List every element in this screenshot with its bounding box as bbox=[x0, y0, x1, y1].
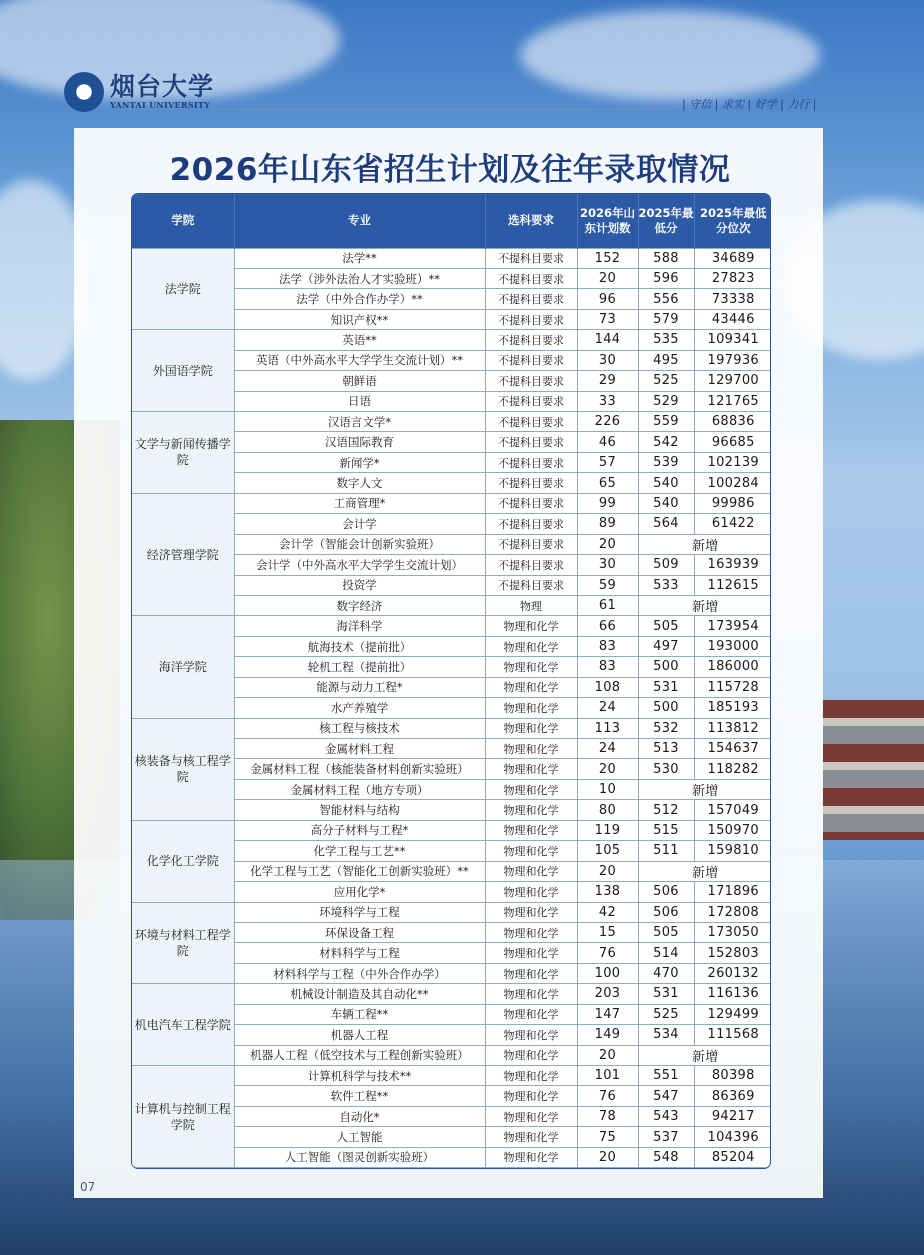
min-rank-cell: 27823 bbox=[694, 268, 771, 288]
header-major: 专业 bbox=[234, 194, 485, 248]
major-cell: 金属材料工程（地方专项） bbox=[234, 779, 485, 799]
plan-count-cell: 138 bbox=[577, 882, 638, 902]
min-score-cell: 506 bbox=[638, 902, 694, 922]
min-rank-cell: 173050 bbox=[694, 922, 771, 942]
min-score-cell: 551 bbox=[638, 1066, 694, 1086]
min-rank-cell: 109341 bbox=[694, 330, 771, 350]
min-score-cell: 497 bbox=[638, 636, 694, 656]
major-cell: 计算机科学与技术** bbox=[234, 1066, 485, 1086]
plan-count-cell: 20 bbox=[577, 534, 638, 554]
requirement-cell: 物理和化学 bbox=[485, 1045, 577, 1065]
plan-count-cell: 10 bbox=[577, 779, 638, 799]
major-cell: 环保设备工程 bbox=[234, 922, 485, 942]
university-logo bbox=[64, 72, 214, 112]
major-cell: 新闻学* bbox=[234, 452, 485, 472]
plan-count-cell: 83 bbox=[577, 657, 638, 677]
college-cell: 经济管理学院 bbox=[132, 493, 234, 616]
plan-count-cell: 89 bbox=[577, 514, 638, 534]
min-rank-cell: 86369 bbox=[694, 1086, 771, 1106]
requirement-cell: 物理和化学 bbox=[485, 882, 577, 902]
new-major-cell: 新增 bbox=[638, 861, 771, 881]
min-score-cell: 535 bbox=[638, 330, 694, 350]
min-rank-cell: 118282 bbox=[694, 759, 771, 779]
min-score-cell: 531 bbox=[638, 677, 694, 697]
min-score-cell: 556 bbox=[638, 289, 694, 309]
plan-count-cell: 46 bbox=[577, 432, 638, 452]
requirement-cell: 物理和化学 bbox=[485, 1004, 577, 1024]
min-score-cell: 505 bbox=[638, 922, 694, 942]
plan-count-cell: 33 bbox=[577, 391, 638, 411]
min-rank-cell: 99986 bbox=[694, 493, 771, 513]
header-divider bbox=[212, 109, 678, 110]
requirement-cell: 不提科目要求 bbox=[485, 309, 577, 329]
plan-count-cell: 57 bbox=[577, 452, 638, 472]
page-title: 2026年山东省招生计划及往年录取情况 bbox=[169, 152, 731, 188]
table-body bbox=[132, 248, 771, 1168]
min-rank-cell: 94217 bbox=[694, 1106, 771, 1126]
requirement-cell: 物理和化学 bbox=[485, 718, 577, 738]
major-cell: 数字经济 bbox=[234, 595, 485, 615]
header-min-score-2025: 2025年最低分 bbox=[638, 194, 694, 248]
min-rank-cell: 34689 bbox=[694, 248, 771, 268]
major-cell: 机械设计制造及其自动化** bbox=[234, 984, 485, 1004]
plan-count-cell: 203 bbox=[577, 984, 638, 1004]
min-score-cell: 525 bbox=[638, 1004, 694, 1024]
major-cell: 英语（中外高水平大学学生交流计划）** bbox=[234, 350, 485, 370]
min-rank-cell: 113812 bbox=[694, 718, 771, 738]
requirement-cell: 不提科目要求 bbox=[485, 350, 577, 370]
min-score-cell: 531 bbox=[638, 984, 694, 1004]
major-cell: 材料科学与工程 bbox=[234, 943, 485, 963]
min-score-cell: 511 bbox=[638, 841, 694, 861]
min-score-cell: 540 bbox=[638, 473, 694, 493]
college-cell: 外国语学院 bbox=[132, 330, 234, 412]
plan-count-cell: 20 bbox=[577, 1045, 638, 1065]
plan-count-cell: 144 bbox=[577, 330, 638, 350]
min-rank-cell: 96685 bbox=[694, 432, 771, 452]
major-cell: 人工智能（图灵创新实验班） bbox=[234, 1147, 485, 1167]
requirement-cell: 不提科目要求 bbox=[485, 473, 577, 493]
major-cell: 智能材料与结构 bbox=[234, 800, 485, 820]
plan-count-cell: 24 bbox=[577, 739, 638, 759]
plan-count-cell: 20 bbox=[577, 861, 638, 881]
header-min-rank-2025: 2025年最低分位次 bbox=[694, 194, 771, 248]
min-rank-cell: 159810 bbox=[694, 841, 771, 861]
table-row bbox=[132, 984, 771, 1004]
min-rank-cell: 172808 bbox=[694, 902, 771, 922]
major-cell: 会计学 bbox=[234, 514, 485, 534]
min-score-cell: 514 bbox=[638, 943, 694, 963]
min-rank-cell: 260132 bbox=[694, 963, 771, 983]
major-cell: 朝鲜语 bbox=[234, 371, 485, 391]
min-score-cell: 530 bbox=[638, 759, 694, 779]
requirement-cell: 物理和化学 bbox=[485, 636, 577, 656]
min-rank-cell: 111568 bbox=[694, 1025, 771, 1045]
major-cell: 会计学（中外高水平大学学生交流计划） bbox=[234, 555, 485, 575]
min-rank-cell: 43446 bbox=[694, 309, 771, 329]
plan-count-cell: 100 bbox=[577, 963, 638, 983]
requirement-cell: 物理和化学 bbox=[485, 1066, 577, 1086]
min-rank-cell: 171896 bbox=[694, 882, 771, 902]
plan-count-cell: 147 bbox=[577, 1004, 638, 1024]
plan-count-cell: 101 bbox=[577, 1066, 638, 1086]
min-score-cell: 548 bbox=[638, 1147, 694, 1167]
table-row bbox=[132, 493, 771, 513]
college-cell: 法学院 bbox=[132, 248, 234, 330]
min-score-cell: 542 bbox=[638, 432, 694, 452]
min-rank-cell: 68836 bbox=[694, 412, 771, 432]
major-cell: 高分子材料与工程* bbox=[234, 820, 485, 840]
requirement-cell: 物理和化学 bbox=[485, 1147, 577, 1167]
major-cell: 知识产权** bbox=[234, 309, 485, 329]
min-score-cell: 539 bbox=[638, 452, 694, 472]
plan-count-cell: 99 bbox=[577, 493, 638, 513]
plan-count-cell: 30 bbox=[577, 555, 638, 575]
major-cell: 金属材料工程 bbox=[234, 739, 485, 759]
min-rank-cell: 112615 bbox=[694, 575, 771, 595]
table-header-row bbox=[132, 194, 771, 248]
header-college: 学院 bbox=[132, 194, 234, 248]
min-rank-cell: 80398 bbox=[694, 1066, 771, 1086]
requirement-cell: 不提科目要求 bbox=[485, 391, 577, 411]
min-score-cell: 500 bbox=[638, 657, 694, 677]
requirement-cell: 物理和化学 bbox=[485, 861, 577, 881]
college-cell: 海洋学院 bbox=[132, 616, 234, 718]
min-score-cell: 529 bbox=[638, 391, 694, 411]
requirement-cell: 物理和化学 bbox=[485, 739, 577, 759]
requirement-cell: 不提科目要求 bbox=[485, 371, 577, 391]
requirement-cell: 物理和化学 bbox=[485, 759, 577, 779]
major-cell: 法学（中外合作办学）** bbox=[234, 289, 485, 309]
min-score-cell: 564 bbox=[638, 514, 694, 534]
requirement-cell: 物理和化学 bbox=[485, 616, 577, 636]
cloud bbox=[520, 10, 820, 100]
table-row bbox=[132, 412, 771, 432]
min-rank-cell: 73338 bbox=[694, 289, 771, 309]
plan-count-cell: 15 bbox=[577, 922, 638, 942]
major-cell: 核工程与核技术 bbox=[234, 718, 485, 738]
min-rank-cell: 150970 bbox=[694, 820, 771, 840]
requirement-cell: 物理和化学 bbox=[485, 984, 577, 1004]
college-cell: 核装备与核工程学院 bbox=[132, 718, 234, 820]
requirement-cell: 物理和化学 bbox=[485, 1086, 577, 1106]
min-score-cell: 540 bbox=[638, 493, 694, 513]
college-cell: 计算机与控制工程学院 bbox=[132, 1066, 234, 1168]
requirement-cell: 物理和化学 bbox=[485, 1025, 577, 1045]
min-score-cell: 533 bbox=[638, 575, 694, 595]
major-cell: 机器人工程（低空技术与工程创新实验班） bbox=[234, 1045, 485, 1065]
requirement-cell: 物理和化学 bbox=[485, 800, 577, 820]
requirement-cell: 不提科目要求 bbox=[485, 514, 577, 534]
major-cell: 数字人文 bbox=[234, 473, 485, 493]
min-score-cell: 470 bbox=[638, 963, 694, 983]
min-rank-cell: 85204 bbox=[694, 1147, 771, 1167]
new-major-cell: 新增 bbox=[638, 534, 771, 554]
plan-count-cell: 149 bbox=[577, 1025, 638, 1045]
requirement-cell: 不提科目要求 bbox=[485, 534, 577, 554]
major-cell: 投资学 bbox=[234, 575, 485, 595]
min-score-cell: 505 bbox=[638, 616, 694, 636]
plan-count-cell: 113 bbox=[577, 718, 638, 738]
min-score-cell: 596 bbox=[638, 268, 694, 288]
min-score-cell: 537 bbox=[638, 1127, 694, 1147]
major-cell: 汉语国际教育 bbox=[234, 432, 485, 452]
plan-count-cell: 24 bbox=[577, 698, 638, 718]
min-rank-cell: 185193 bbox=[694, 698, 771, 718]
plan-count-cell: 20 bbox=[577, 1147, 638, 1167]
min-rank-cell: 157049 bbox=[694, 800, 771, 820]
major-cell: 应用化学* bbox=[234, 882, 485, 902]
major-cell: 环境科学与工程 bbox=[234, 902, 485, 922]
min-rank-cell: 163939 bbox=[694, 555, 771, 575]
table-row bbox=[132, 616, 771, 636]
major-cell: 化学工程与工艺（智能化工创新实验班）** bbox=[234, 861, 485, 881]
min-rank-cell: 129499 bbox=[694, 1004, 771, 1024]
plan-count-cell: 76 bbox=[577, 943, 638, 963]
min-rank-cell: 102139 bbox=[694, 452, 771, 472]
min-rank-cell: 152803 bbox=[694, 943, 771, 963]
requirement-cell: 物理和化学 bbox=[485, 963, 577, 983]
plan-count-cell: 80 bbox=[577, 800, 638, 820]
major-cell: 软件工程** bbox=[234, 1086, 485, 1106]
requirement-cell: 物理和化学 bbox=[485, 677, 577, 697]
min-rank-cell: 154637 bbox=[694, 739, 771, 759]
table-row bbox=[132, 820, 771, 840]
major-cell: 自动化* bbox=[234, 1106, 485, 1126]
min-score-cell: 547 bbox=[638, 1086, 694, 1106]
min-score-cell: 512 bbox=[638, 800, 694, 820]
admission-table bbox=[132, 194, 771, 1168]
college-cell: 机电汽车工程学院 bbox=[132, 984, 234, 1066]
major-cell: 水产养殖学 bbox=[234, 698, 485, 718]
min-score-cell: 543 bbox=[638, 1106, 694, 1126]
requirement-cell: 不提科目要求 bbox=[485, 268, 577, 288]
min-score-cell: 534 bbox=[638, 1025, 694, 1045]
min-score-cell: 506 bbox=[638, 882, 694, 902]
major-cell: 人工智能 bbox=[234, 1127, 485, 1147]
admission-table-container bbox=[131, 193, 771, 1169]
page-number: 07 bbox=[80, 1180, 96, 1194]
table-row bbox=[132, 1066, 771, 1086]
requirement-cell: 不提科目要求 bbox=[485, 493, 577, 513]
plan-count-cell: 119 bbox=[577, 820, 638, 840]
requirement-cell: 不提科目要求 bbox=[485, 412, 577, 432]
requirement-cell: 物理和化学 bbox=[485, 1127, 577, 1147]
requirement-cell: 不提科目要求 bbox=[485, 289, 577, 309]
min-score-cell: 525 bbox=[638, 371, 694, 391]
min-rank-cell: 116136 bbox=[694, 984, 771, 1004]
plan-count-cell: 152 bbox=[577, 248, 638, 268]
min-rank-cell: 100284 bbox=[694, 473, 771, 493]
requirement-cell: 物理 bbox=[485, 595, 577, 615]
min-rank-cell: 121765 bbox=[694, 391, 771, 411]
major-cell: 英语** bbox=[234, 330, 485, 350]
college-cell: 文学与新闻传播学院 bbox=[132, 412, 234, 494]
min-score-cell: 500 bbox=[638, 698, 694, 718]
requirement-cell: 不提科目要求 bbox=[485, 555, 577, 575]
plan-count-cell: 83 bbox=[577, 636, 638, 656]
min-score-cell: 559 bbox=[638, 412, 694, 432]
requirement-cell: 物理和化学 bbox=[485, 779, 577, 799]
plan-count-cell: 78 bbox=[577, 1106, 638, 1126]
plan-count-cell: 29 bbox=[577, 371, 638, 391]
requirement-cell: 物理和化学 bbox=[485, 820, 577, 840]
building-background bbox=[822, 700, 924, 840]
plan-count-cell: 30 bbox=[577, 350, 638, 370]
university-motto: | 守信 | 求实 | 好学 | 力行 | bbox=[682, 98, 817, 111]
requirement-cell: 不提科目要求 bbox=[485, 575, 577, 595]
plan-count-cell: 105 bbox=[577, 841, 638, 861]
major-cell: 航海技术（提前批） bbox=[234, 636, 485, 656]
requirement-cell: 不提科目要求 bbox=[485, 452, 577, 472]
min-rank-cell: 115728 bbox=[694, 677, 771, 697]
logo-name-en: YANTAI UNIVERSITY bbox=[110, 100, 211, 110]
min-score-cell: 588 bbox=[638, 248, 694, 268]
college-cell: 化学化工学院 bbox=[132, 820, 234, 902]
major-cell: 工商管理* bbox=[234, 493, 485, 513]
plan-count-cell: 73 bbox=[577, 309, 638, 329]
plan-count-cell: 75 bbox=[577, 1127, 638, 1147]
plan-count-cell: 226 bbox=[577, 412, 638, 432]
requirement-cell: 物理和化学 bbox=[485, 698, 577, 718]
university-seal-icon bbox=[64, 72, 104, 112]
new-major-cell: 新增 bbox=[638, 1045, 771, 1065]
major-cell: 金属材料工程（核能装备材料创新实验班） bbox=[234, 759, 485, 779]
college-cell: 环境与材料工程学院 bbox=[132, 902, 234, 984]
requirement-cell: 物理和化学 bbox=[485, 902, 577, 922]
requirement-cell: 物理和化学 bbox=[485, 841, 577, 861]
requirement-cell: 不提科目要求 bbox=[485, 330, 577, 350]
new-major-cell: 新增 bbox=[638, 595, 771, 615]
plan-count-cell: 65 bbox=[577, 473, 638, 493]
plan-count-cell: 61 bbox=[577, 595, 638, 615]
min-score-cell: 515 bbox=[638, 820, 694, 840]
major-cell: 材料科学与工程（中外合作办学） bbox=[234, 963, 485, 983]
min-rank-cell: 104396 bbox=[694, 1127, 771, 1147]
major-cell: 汉语言文学* bbox=[234, 412, 485, 432]
plan-count-cell: 20 bbox=[577, 268, 638, 288]
major-cell: 会计学（智能会计创新实验班） bbox=[234, 534, 485, 554]
min-rank-cell: 173954 bbox=[694, 616, 771, 636]
plan-count-cell: 108 bbox=[577, 677, 638, 697]
requirement-cell: 物理和化学 bbox=[485, 943, 577, 963]
plan-count-cell: 76 bbox=[577, 1086, 638, 1106]
plan-count-cell: 20 bbox=[577, 759, 638, 779]
requirement-cell: 不提科目要求 bbox=[485, 432, 577, 452]
min-score-cell: 495 bbox=[638, 350, 694, 370]
requirement-cell: 物理和化学 bbox=[485, 922, 577, 942]
min-score-cell: 513 bbox=[638, 739, 694, 759]
requirement-cell: 不提科目要求 bbox=[485, 248, 577, 268]
min-rank-cell: 61422 bbox=[694, 514, 771, 534]
major-cell: 法学（涉外法治人才实验班）** bbox=[234, 268, 485, 288]
min-rank-cell: 197936 bbox=[694, 350, 771, 370]
plan-count-cell: 42 bbox=[577, 902, 638, 922]
plan-count-cell: 66 bbox=[577, 616, 638, 636]
requirement-cell: 物理和化学 bbox=[485, 657, 577, 677]
min-score-cell: 509 bbox=[638, 555, 694, 575]
major-cell: 化学工程与工艺** bbox=[234, 841, 485, 861]
major-cell: 能源与动力工程* bbox=[234, 677, 485, 697]
new-major-cell: 新增 bbox=[638, 779, 771, 799]
major-cell: 机器人工程 bbox=[234, 1025, 485, 1045]
plan-count-cell: 96 bbox=[577, 289, 638, 309]
header-plan-2026: 2026年山东计划数 bbox=[577, 194, 638, 248]
min-score-cell: 532 bbox=[638, 718, 694, 738]
table-row bbox=[132, 718, 771, 738]
logo-name-cn: 烟台大学 bbox=[110, 72, 215, 101]
logo-text bbox=[110, 74, 214, 110]
min-score-cell: 579 bbox=[638, 309, 694, 329]
major-cell: 法学** bbox=[234, 248, 485, 268]
min-rank-cell: 129700 bbox=[694, 371, 771, 391]
table-row bbox=[132, 330, 771, 350]
min-rank-cell: 186000 bbox=[694, 657, 771, 677]
major-cell: 轮机工程（提前批） bbox=[234, 657, 485, 677]
plan-count-cell: 59 bbox=[577, 575, 638, 595]
requirement-cell: 物理和化学 bbox=[485, 1106, 577, 1126]
major-cell: 海洋科学 bbox=[234, 616, 485, 636]
major-cell: 车辆工程** bbox=[234, 1004, 485, 1024]
major-cell: 日语 bbox=[234, 391, 485, 411]
min-rank-cell: 193000 bbox=[694, 636, 771, 656]
table-row bbox=[132, 902, 771, 922]
header-subject-requirement: 选科要求 bbox=[485, 194, 577, 248]
table-row bbox=[132, 248, 771, 268]
